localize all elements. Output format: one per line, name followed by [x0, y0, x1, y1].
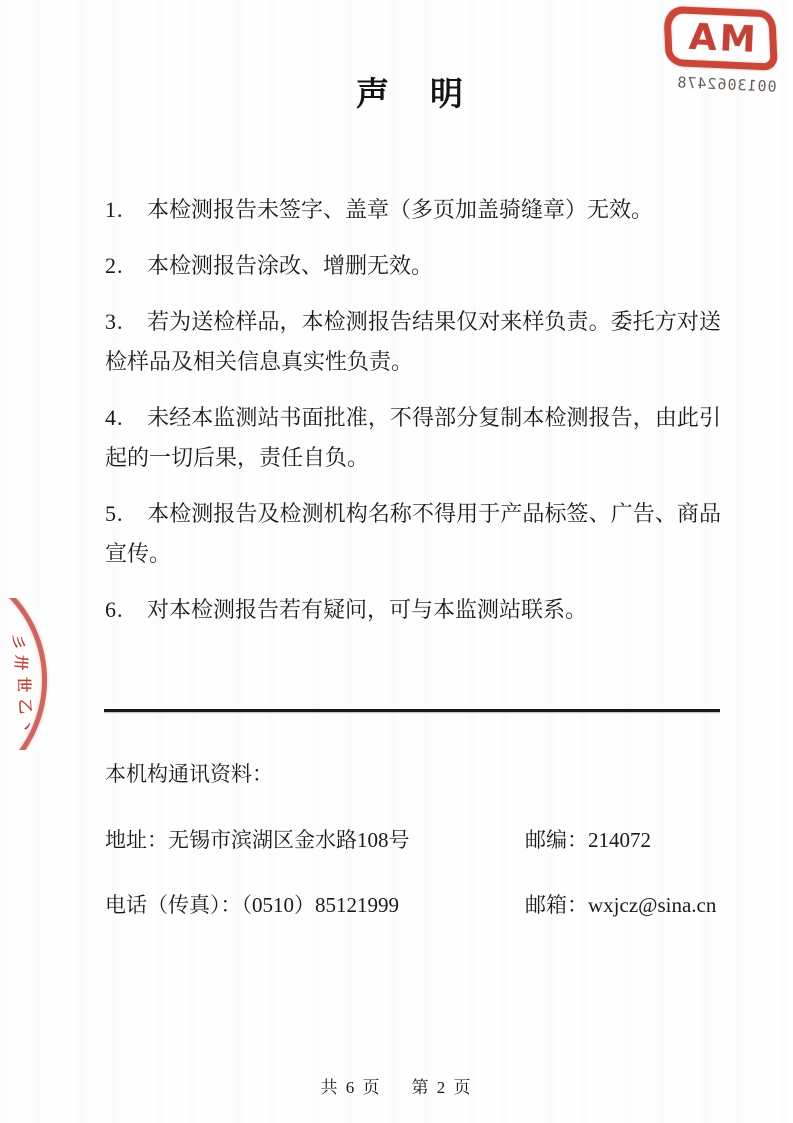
item-text: 未经本监测站书面批准，不得部分复制本检测报告，由此引起的一切后果，责任自负。: [105, 405, 721, 470]
email-value: wxjcz@sina.cn: [588, 893, 717, 917]
page-footer: [0, 1073, 793, 1098]
declaration-item-2: [105, 246, 721, 286]
item-number: 5.: [105, 501, 124, 526]
item-number: 3.: [105, 309, 124, 334]
declaration-item-5: [105, 494, 721, 574]
page-title: 声 明: [356, 77, 467, 113]
item-number: 6.: [105, 597, 124, 622]
contact-heading: 本机构通讯资料：: [105, 762, 273, 786]
email-field: [525, 889, 716, 919]
seal-character-fragment: 卅: [11, 654, 29, 671]
seal-character-fragment: 丶: [16, 717, 34, 735]
cma-stamp-serial-number: 0013062478: [676, 73, 778, 96]
item-text: 若为送检样品，本检测报告结果仅对来样负责。委托方对送检样品及相关信息真实性负责。: [105, 309, 721, 374]
declaration-item-4: [105, 398, 721, 478]
seal-character-fragment: 彡: [8, 633, 26, 651]
item-text: 本检测报告涂改、增删无效。: [147, 253, 434, 278]
email-label: 邮箱：: [525, 893, 588, 917]
declaration-item-6: [105, 590, 721, 630]
phone-field: [105, 893, 399, 917]
section-divider-line: [104, 709, 720, 712]
item-number: 4.: [105, 405, 124, 430]
contact-row-phone: [105, 889, 721, 919]
phone-label: 电话（传真）：: [105, 893, 242, 917]
address-label: 地址：: [105, 828, 168, 852]
cma-logo-letters: MA: [684, 16, 757, 61]
contact-row-address: [105, 824, 721, 854]
address-field: [105, 828, 410, 852]
item-number: 1.: [105, 197, 124, 222]
declaration-item-3: [105, 302, 721, 382]
cma-logo-outline: [663, 6, 778, 71]
postcode-field: [525, 824, 651, 854]
address-value: 无锡市滨湖区金水路108号: [168, 828, 410, 852]
item-text: 本检测报告未签字、盖章（多页加盖骑缝章）无效。: [147, 197, 654, 222]
postcode-label: 邮编：: [525, 828, 588, 852]
phone-value: （0510）85121999: [241, 893, 399, 917]
cross-page-seal: [0, 598, 58, 750]
current-page: 第 2 页: [411, 1078, 473, 1097]
postcode-value: 214072: [588, 828, 651, 852]
declaration-list: [105, 190, 721, 646]
item-number: 2.: [105, 253, 124, 278]
item-text: 本检测报告及检测机构名称不得用于产品标签、广告、商品宣传。: [105, 501, 721, 566]
seal-character-fragment: 世: [15, 676, 32, 693]
total-pages: 共 6 页: [320, 1078, 382, 1097]
seal-character-fragment: 乙: [15, 698, 33, 715]
item-text: 对本检测报告若有疑问，可与本监测站联系。: [147, 597, 588, 622]
declaration-item-1: [105, 190, 721, 230]
seal-arc-icon: [0, 598, 47, 750]
